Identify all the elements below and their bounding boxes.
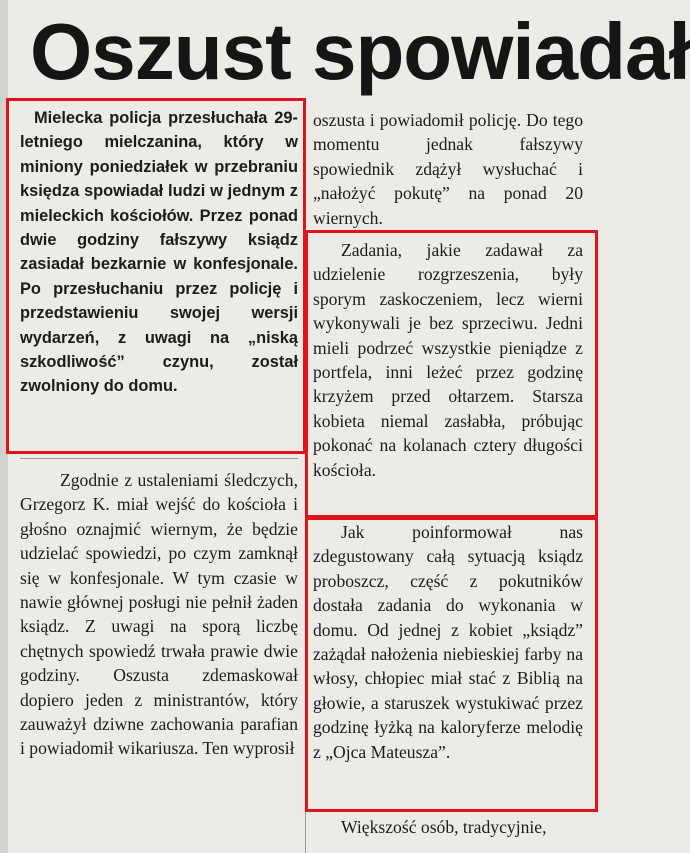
lead-text: Mielecka policja przesłuchała 29-letniego mielczanina, który w miniony poniedziałek w przebraniu księdza spowiadał ludzi w jednym z mieleckich kościołów. Przez ponad dwie godziny fałszywy ksiądz zasiadał bezkarnie w konfesjonale. Po przesłuchaniu przez policję i przedstawieniu swojej wersji wydarzeń, z uwagi na „niską szkodliwość” czynu, został zwolniony do domu. — [20, 109, 298, 396]
right-continuation-text: oszusta i powiadomił policję. Do tego momentu jednak fałszywy spowiednik zdążył wysłuchać i „nałożyć pokutę” na ponad 20 wiernych. — [313, 110, 583, 228]
right-tail-paragraph — [313, 815, 593, 839]
right-tail-text: Większość osób, tradycyjnie, — [341, 817, 547, 837]
left-body-column — [20, 468, 298, 761]
right-continuation — [313, 108, 583, 230]
headline: Oszust spowiadał — [30, 7, 690, 96]
highlight-box-priest — [305, 515, 598, 812]
right-priest-text: Jak poinformował nas zdegustowany całą sytuacją ksiądz proboszcz, część z pokutników dostała zadania do wykonania w domu. Od jednej z kobiet „ksiądz” zażądał nałożenia niebieskiej farby na włosy, chłopiec miał stać z Biblią na głowie, a staruszek wystukiwać przez godzinę łyżką na kaloryferze melodię z „Ojca Mateusza”. — [313, 522, 583, 762]
highlight-box-lead — [6, 98, 306, 454]
right-tasks-text: Zadania, jakie zadawał za udzielenie rozgrzeszenia, były sporym zaskoczeniem, lecz wierni wykonywali je bez sprzeciwu. Jedni mieli podrzeć wszystkie pieniądze z portfela, inni leżeć przez godzinę krzyżem przed ołtarzem. Starsza kobieta niemal zasłabła, próbując pokonać na kolanach cztery długości kościoła. — [313, 240, 583, 480]
left-body-text: Zgodnie z ustaleniami śledczych, Grzegorz K. miał wejść do kościoła i głośno oznajmić wiernym, że będzie udzielać spowiedzi, po czym zamknął się w konfesjonale. W tym czasie w nawie głównej posługi nie pełnił żaden ksiądz. Z uwagi na sporą liczbę chętnych spowiedź trwała prawie dwie godziny. Oszusta zdemaskował dopiero jeden z ministrantów, który zauważył dziwne zachowania parafian i powiadomił wikariusza. Ten wyprosił — [20, 470, 298, 759]
section-divider — [20, 458, 298, 459]
highlight-box-tasks — [305, 230, 598, 520]
